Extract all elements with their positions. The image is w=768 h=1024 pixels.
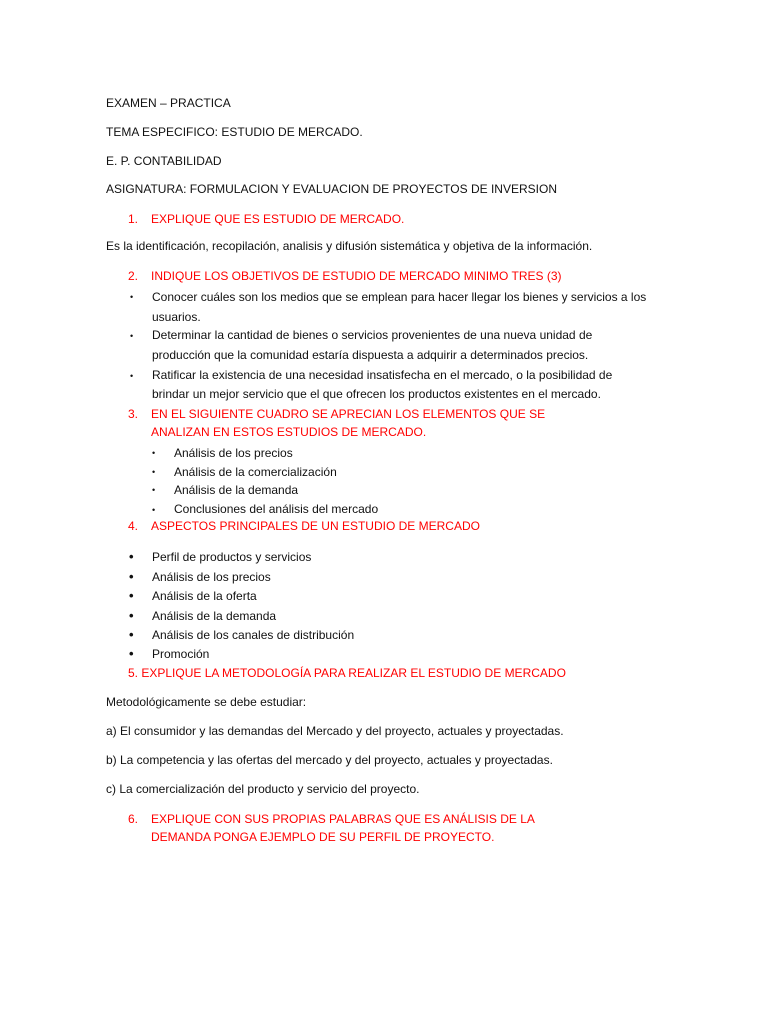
objective-item-3-line-1: Ratificar la existencia de una necesidad insatisfecha en el mercado, o la posibilidad de — [152, 368, 613, 382]
methodology-item-b: b) La competencia y las ofertas del mercado y del proyecto, actuales y proyectadas. — [106, 753, 553, 767]
bullet: • — [152, 467, 156, 477]
element-item-3: Análisis de la demanda — [174, 483, 299, 497]
question-3-number: 3. — [128, 407, 139, 421]
bullet: • — [130, 292, 134, 302]
bullet: • — [130, 371, 134, 381]
school-line: E. P. CONTABILIDAD — [106, 154, 222, 168]
bullet: • — [129, 549, 134, 564]
bullet: • — [152, 448, 156, 458]
objective-item-3-line-2: brindar un mejor servicio que el que ofrecen los productos existentes en el mercado. — [152, 387, 601, 401]
bullet: • — [129, 588, 134, 603]
question-6-number: 6. — [128, 812, 139, 826]
question-5-text: 5. EXPLIQUE LA METODOLOGÍA PARA REALIZAR EL ESTUDIO DE MERCADO — [128, 666, 566, 680]
question-1-text: EXPLIQUE QUE ES ESTUDIO DE MERCADO. — [151, 212, 405, 226]
question-6-text-line-2: DEMANDA PONGA EJEMPLO DE SU PERFIL DE PROYECTO. — [151, 830, 495, 844]
question-2-text: INDIQUE LOS OBJETIVOS DE ESTUDIO DE MERCADO MINIMO TRES (3) — [151, 269, 562, 283]
aspect-item-6: Promoción — [152, 647, 210, 661]
methodology-item-c: c) La comercialización del producto y servicio del proyecto. — [106, 782, 420, 796]
question-4-text: ASPECTOS PRINCIPALES DE UN ESTUDIO DE MERCADO — [151, 519, 480, 533]
methodology-item-a: a) El consumidor y las demandas del Mercado y del proyecto, actuales y proyectadas. — [106, 724, 564, 738]
subject-line: ASIGNATURA: FORMULACION Y EVALUACION DE PROYECTOS DE INVERSION — [106, 182, 557, 196]
objective-item-2-line-2: producción que la comunidad estaría dispuesta a adquirir a determinados precios. — [152, 348, 589, 362]
question-1-number: 1. — [128, 212, 139, 226]
question-4-number: 4. — [128, 519, 139, 533]
methodology-intro: Metodológicamente se debe estudiar: — [106, 695, 307, 709]
aspect-item-3: Análisis de la oferta — [152, 589, 257, 603]
element-item-4: Conclusiones del análisis del mercado — [174, 502, 379, 516]
bullet: • — [129, 646, 134, 661]
element-item-2: Análisis de la comercialización — [174, 465, 337, 479]
objective-item-1-line-2: usuarios. — [152, 310, 201, 324]
aspect-item-4: Análisis de la demanda — [152, 609, 277, 623]
objective-item-2-line-1: Determinar la cantidad de bienes o servicios provenientes de una nueva unidad de — [152, 328, 593, 342]
question-6-text-line-1: EXPLIQUE CON SUS PROPIAS PALABRAS QUE ES ANÁLISIS DE LA — [151, 812, 535, 826]
question-2-number: 2. — [128, 269, 139, 283]
bullet: • — [130, 331, 134, 341]
question-3-text-line-2: ANALIZAN EN ESTOS ESTUDIOS DE MERCADO. — [151, 425, 427, 439]
bullet: • — [129, 627, 134, 642]
topic-line: TEMA ESPECIFICO: ESTUDIO DE MERCADO. — [106, 125, 363, 139]
bullet: • — [152, 505, 156, 515]
question-3-text-line-1: EN EL SIGUIENTE CUADRO SE APRECIAN LOS ELEMENTOS QUE SE — [151, 407, 546, 421]
aspect-item-2: Análisis de los precios — [152, 570, 271, 584]
aspect-item-1: Perfil de productos y servicios — [152, 550, 312, 564]
exam-title: EXAMEN – PRACTICA — [106, 96, 231, 110]
objective-item-1-line-1: Conocer cuáles son los medios que se emplean para hacer llegar los bienes y servicios a los — [152, 290, 647, 304]
bullet: • — [129, 569, 134, 584]
bullet: • — [129, 608, 134, 623]
bullet: • — [152, 485, 156, 495]
answer-1: Es la identificación, recopilación, analisis y difusión sistemática y objetiva de la información. — [106, 239, 593, 253]
element-item-1: Análisis de los precios — [174, 446, 293, 460]
aspect-item-5: Análisis de los canales de distribución — [152, 628, 355, 642]
